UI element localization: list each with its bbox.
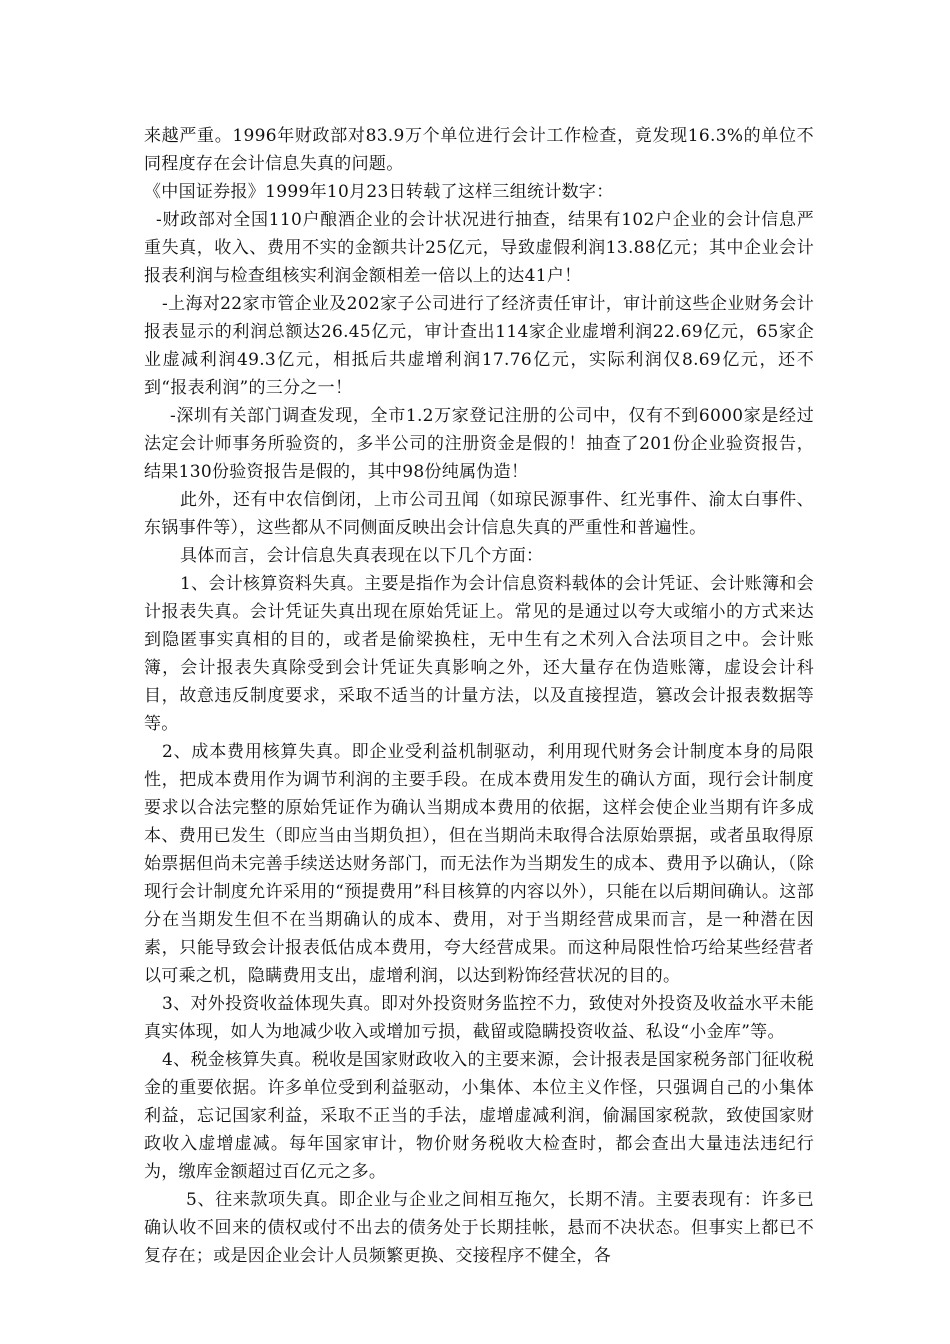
paragraph-intro: 来越严重。1996年财政部对83.9万个单位进行会计工作检查，竟发现16.3%的单位不同程度存在会计信息失真的问题。 xyxy=(144,126,814,174)
paragraph-item-1: 1、会计核算资料失真。主要是指作为会计信息资料载体的会计凭证、会计账簿和会计报表失真。会计凭证失真出现在原始凭证上。常见的是通过以夸大或缩小的方式来达到隐匿事实真相的目的，或者是偷梁换柱，无中生有之术列入合法项目之中。会计账簿，会计报表失真除受到会计凭证失真影响之外，还大量存在伪造账簿，虚设会计科目，故意违反制度要求，采取不适当的计量方法，以及直接捏造，篡改会计报表数据等等。 xyxy=(144,574,814,734)
paragraph-item-3: 3、对外投资收益体现失真。即对外投资财务监控不力，致使对外投资及收益水平未能真实体现，如人为地减少收入或增加亏损，截留或隐瞒投资收益、私设“小金库”等。 xyxy=(144,994,814,1042)
paragraph-securities-news: 《中国证券报》1999年10月23日转载了这样三组统计数字： xyxy=(144,182,614,202)
paragraph-item-2: 2、成本费用核算失真。即企业受利益机制驱动，利用现代财务会计制度本身的局限性，把成本费用作为调节利润的主要手段。在成本费用发生的确认方面，现行会计制度要求以合法完整的原始凭证作为确认当期成本费用的依据，这样会使企业当期有许多成本、费用已发生（即应当由当期负担），但在当期尚未取得合法原始票据，或者虽取得原始票据但尚未完善手续送达财务部门，而无法作为当期发生的成本、费用予以确认，（除现行会计制度允许采用的“预提费用”科目核算的内容以外），只能在以后期间确认。这部分在当期发生但不在当期确认的成本、费用，对于当期经营成果而言，是一种潜在因素，只能导致会计报表低估成本费用，夸大经营成果。而这种局限性恰巧给某些经营者以可乘之机，隐瞒费用支出，虚增利润，以达到粉饰经营状况的目的。 xyxy=(144,742,814,986)
paragraph-shanghai: -上海对22家市管企业及202家子公司进行了经济责任审计，审计前这些企业财务会计报表显示的利润总额达26.45亿元，审计查出114家企业虚增利润22.69亿元，65家企业虚减利润49.3亿元，相抵后共虚增利润17.76亿元，实际利润仅8.69亿元，还不到“报表利润”的三分之一！ xyxy=(144,294,814,398)
paragraph-specifically: 具体而言，会计信息失真表现在以下几个方面： xyxy=(180,546,544,566)
paragraph-ministry-finance: -财政部对全国110户酿酒企业的会计状况进行抽查，结果有102户企业的会计信息严重失真，收入、费用不实的金额共计25亿元，导致虚假利润13.88亿元；其中企业会计报表利润与检查组核实利润金额相差一倍以上的达41户！ xyxy=(144,210,814,286)
paragraph-item-4: 4、税金核算失真。税收是国家财政收入的主要来源，会计报表是国家税务部门征收税金的重要依据。许多单位受到利益驱动，小集体、本位主义作怪，只强调自己的小集体利益，忘记国家利益，采取不正当的手法，虚增虚减利润，偷漏国家税款，致使国家财政收入虚增虚减。每年国家审计，物价财务税收大检查时，都会查出大量违法违纪行为，缴库金额超过百亿元之多。 xyxy=(144,1050,814,1182)
paragraph-moreover: 此外，还有中农信倒闭，上市公司丑闻（如琼民源事件、红光事件、渝太白事件、东锅事件等），这些都从不同侧面反映出会计信息失真的严重性和普遍性。 xyxy=(144,490,814,538)
paragraph-shenzhen: -深圳有关部门调查发现，全市1.2万家登记注册的公司中，仅有不到6000家是经过法定会计师事务所验资的，多半公司的注册资金是假的！抽查了201份企业验资报告，结果130份验资报告是假的，其中98份纯属伪造！ xyxy=(144,406,814,482)
paragraph-item-5: 5、往来款项失真。即企业与企业之间相互拖欠，长期不清。主要表现有：许多已确认收不回来的债权或付不出去的债务处于长期挂帐，悬而不决状态。但事实上都已不复存在；或是因企业会计人员频繁更换、交接程序不健全，各 xyxy=(144,1190,814,1266)
document-body xyxy=(144,122,814,1270)
